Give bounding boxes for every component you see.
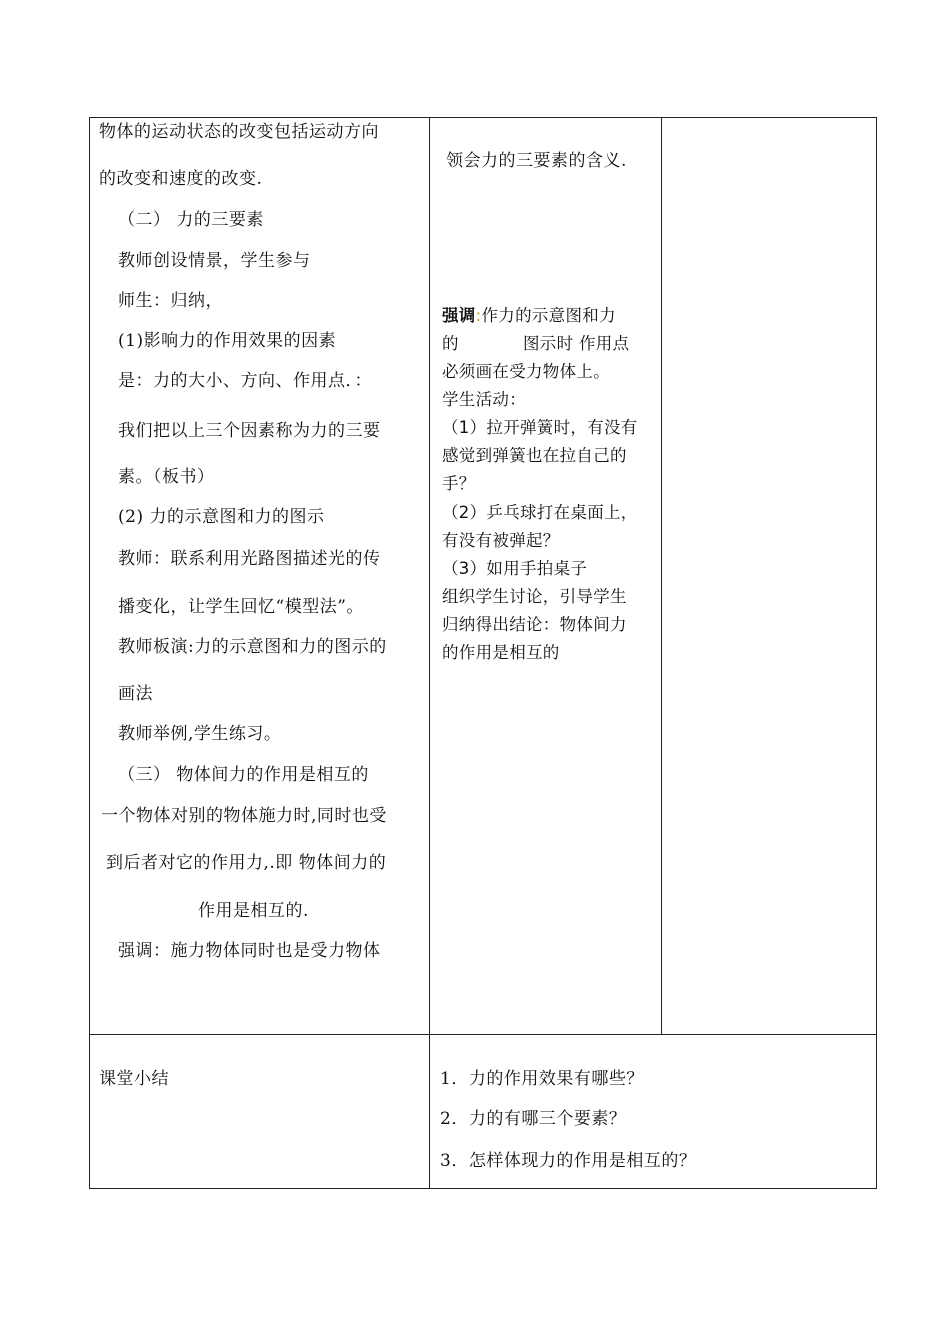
activity-line: 有没有被弹起？	[442, 531, 560, 550]
activity-line: 学生活动：	[442, 390, 526, 409]
activity-line: 手？	[442, 474, 476, 493]
activity-line: （2）乒乓球打在桌面上，	[442, 503, 638, 522]
col1-line: 我们把以上三个因素称为力的三要	[118, 421, 381, 441]
row-divider	[89, 1034, 877, 1035]
col2-goal-text: 领会力的三要素的含义.	[446, 151, 627, 171]
col1-line: 教师创设情景，学生参与	[118, 251, 311, 271]
emphasis-label: 强调	[442, 306, 476, 325]
summary-question: 2．力的有哪三个要素？	[440, 1109, 627, 1129]
activity-line: （3）如用手拍桌子	[442, 559, 588, 578]
activity-line: 归纳得出结论：物体间力	[442, 615, 627, 634]
summary-question: 3．怎样体现力的作用是相互的？	[440, 1151, 697, 1171]
col1-line: 教师举例,学生练习。	[118, 724, 282, 744]
col1-line: 师生：归纳，	[118, 291, 223, 311]
col-divider-2	[661, 117, 662, 1034]
col1-line: 一个物体对别的物体施力时,同时也受	[101, 806, 387, 826]
col1-line: (1)影响力的作用效果的因素	[118, 331, 337, 351]
col1-line: 的改变和速度的改变.	[99, 169, 263, 189]
col1-line: 是：力的大小、方向、作用点．：	[118, 371, 372, 391]
col1-line: 教师板演:力的示意图和力的图示的	[118, 637, 387, 657]
emphasis-line-1	[442, 308, 616, 325]
emphasis-line-2b: 图示时 作用点	[523, 334, 630, 353]
col1-line: 物体的运动状态的改变包括运动方向	[99, 122, 379, 142]
col1-line: 画法	[118, 684, 153, 704]
col1-line: 素。（板书）	[118, 467, 215, 487]
col1-line: 教师：联系利用光路图描述光的传	[118, 549, 381, 569]
col1-line: 播变化，让学生回忆“模型法”。	[118, 597, 364, 617]
col1-line: (2) 力的示意图和力的图示	[118, 507, 325, 527]
activity-line: 组织学生讨论，引导学生	[442, 587, 627, 606]
emphasis-line-2a: 的	[442, 334, 459, 353]
col1-line: 强调：施力物体同时也是受力物体	[118, 941, 381, 961]
summary-label: 课堂小结	[99, 1069, 169, 1089]
emphasis-line-1-rest: 作力的示意图和力	[481, 306, 616, 325]
col1-line: （三） 物体间力的作用是相互的	[118, 765, 369, 785]
col1-line: （二） 力的三要素	[118, 210, 264, 230]
col-divider-1	[429, 117, 430, 1189]
activity-line: （1）拉开弹簧时，有没有	[442, 418, 638, 437]
summary-question: 1．力的作用效果有哪些？	[440, 1069, 644, 1089]
col1-line: 到后者对它的作用力,.即 物体间力的	[106, 853, 387, 873]
activity-line: 的作用是相互的	[442, 643, 560, 662]
activity-line: 感觉到弹簧也在拉自己的	[442, 446, 627, 465]
emphasis-line-3: 必须画在受力物体上。	[442, 362, 610, 381]
emphasis-sep: :	[475, 306, 482, 325]
col1-line: 作用是相互的.	[198, 901, 309, 921]
